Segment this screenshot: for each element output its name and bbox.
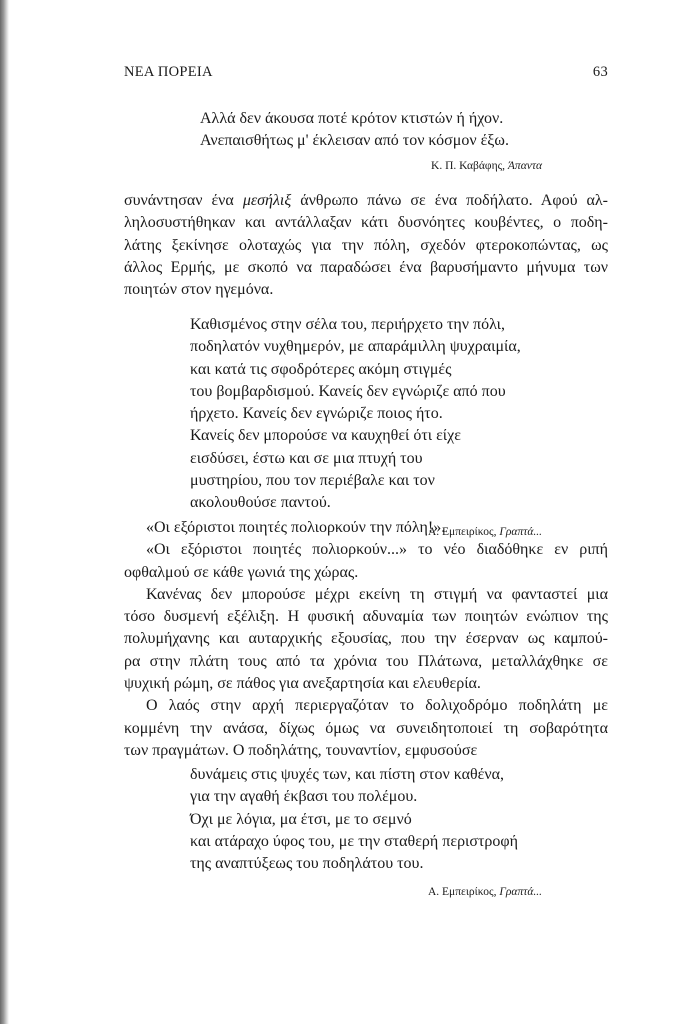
quote-attribution [190, 881, 542, 903]
scan-shadow-edge [0, 0, 9, 1024]
text-run: συνάντησαν ένα [124, 192, 243, 209]
paragraph-line: πολυμήχανης και αυταρχικής εξουσίας, που την έσερναν ως καμπού- [124, 630, 608, 648]
epigraph-attribution [200, 155, 542, 177]
attribution-work: Γραπτά... [499, 525, 542, 538]
paragraph-line: κομμένη την ανάσα, δίχως όμως να συνειδητοποιεί τη σοβαρότητα [124, 719, 608, 737]
quote-line: και κατά τις σφοδρότερες ακόμη στιγμές [190, 360, 452, 378]
page-number: 63 [592, 64, 608, 80]
attribution-author: Α. Εμπειρίκος, [427, 886, 500, 899]
attribution-author: Α. Εμπειρίκος, [427, 525, 500, 538]
quote-line: Καθισμένος στην σέλα του, περιήρχετο την πόλι, [190, 316, 505, 333]
attribution-work: Άπαντα [507, 160, 542, 172]
block-quote-2 [190, 764, 550, 904]
quote-line: μυστηρίου, που τον περιέβαλε και τον [190, 472, 435, 490]
paragraph-line: λάτης ξεκίνησε ολοταχώς για την πόλη, σχεδόν φτεροκοπώντας, ως [124, 236, 608, 254]
epigraph-line: Ανεπαισθήτως μ' έκλεισαν από τον κόσμον έξω. [200, 132, 509, 149]
quote-line: ακολουθούσε παντού. [190, 494, 331, 512]
quote-line: για την αγαθή έκβασι του πολέμου. [190, 788, 418, 806]
paragraph-line: «Οι εξόριστοι ποιητές πολιορκούν την πόλη!». [146, 519, 446, 536]
paragraph-line: ποιητών στον ηγεμόνα. [124, 281, 274, 299]
paragraph-line: ληλοσυστήθηκαν και αντάλλαξαν κάτι δυσνόητες κουβέντες, ο ποδη- [124, 214, 608, 232]
paragraph-line [124, 190, 608, 212]
paragraph-line: οφθαλμού σε κάθε γωνιά της χώρας. [124, 563, 359, 581]
paragraph-line: Ο λαός στην αρχή περιεργαζόταν το δολιχοδρόμο ποδηλάτη με [146, 697, 608, 715]
paragraph-line: «Οι εξόριστοι ποιητές πολιορκούν...» το νέο διαδόθηκε εν ριπή [146, 541, 608, 559]
paragraph-line: ρα στην πλάτη τους από τα χρόνια του Πλάτωνα, μεταλλάχθηκε σε [124, 652, 608, 670]
paragraph-line: άλλος Ερμής, με σκοπό να παραδώσει ένα βαρυσήμαντο μήνυμα των [124, 258, 608, 276]
quote-line: Όχι με λόγια, μα έτσι, με το σεμνό [190, 810, 412, 828]
quote-line: δυνάμεις στις ψυχές των, και πίστη στον καθένα, [190, 766, 505, 783]
running-title: ΝΕΑ ΠΟΡΕΙΑ [124, 64, 213, 80]
body-paragraph-2 [124, 517, 608, 762]
body-paragraph-1 [124, 190, 608, 301]
attribution-author: Κ. Π. Καβάφης, [431, 160, 508, 172]
attribution-work: Γραπτά... [499, 886, 542, 899]
text-run: άνθρωπο πάνω σε ένα ποδήλατο. Αφού αλ- [291, 192, 608, 209]
quote-line: εισδύσει, έστω και σε μια πτυχή του [190, 449, 423, 467]
quote-line: του βομβαρδισμού. Κανείς δεν εγνώριζε από που [190, 382, 506, 400]
quote-line: Κανείς δεν μπορούσε να καυχηθεί ότι είχε [190, 427, 461, 445]
block-quote-1 [190, 314, 550, 543]
italic-word: μεσήλιξ [242, 192, 292, 209]
quote-line: ποδηλατόν νυχθημερόν, με απαράμιλλη ψυχραιμία, [190, 338, 521, 356]
paragraph-line: τόσο δυσμενή εξέλιξη. Η φυσική αδυναμία των ποιητών ενώπιον της [124, 608, 608, 626]
paragraph-line: των πραγμάτων. Ο ποδηλάτης, τουναντίον, εμφυσούσε [124, 741, 478, 759]
quote-line: και ατάραχο ύφος του, με την σταθερή περιστροφή [190, 832, 518, 850]
quote-line: ήρχετο. Κανείς δεν εγνώριζε ποιος ήτο. [190, 405, 443, 423]
epigraph [200, 108, 550, 177]
paragraph-line: ψυχική ρώμη, σε πάθος για ανεξαρτησία και ελευθερία. [124, 675, 481, 693]
paragraph-line: Κανένας δεν μπορούσε μέχρι εκείνη τη στιγμή να φανταστεί μια [146, 585, 608, 603]
quote-line: της αναπτύξεως του ποδηλάτου του. [190, 855, 424, 873]
epigraph-line: Αλλά δεν άκουσα ποτέ κρότον κτιστών ή ήχον. [200, 110, 504, 127]
